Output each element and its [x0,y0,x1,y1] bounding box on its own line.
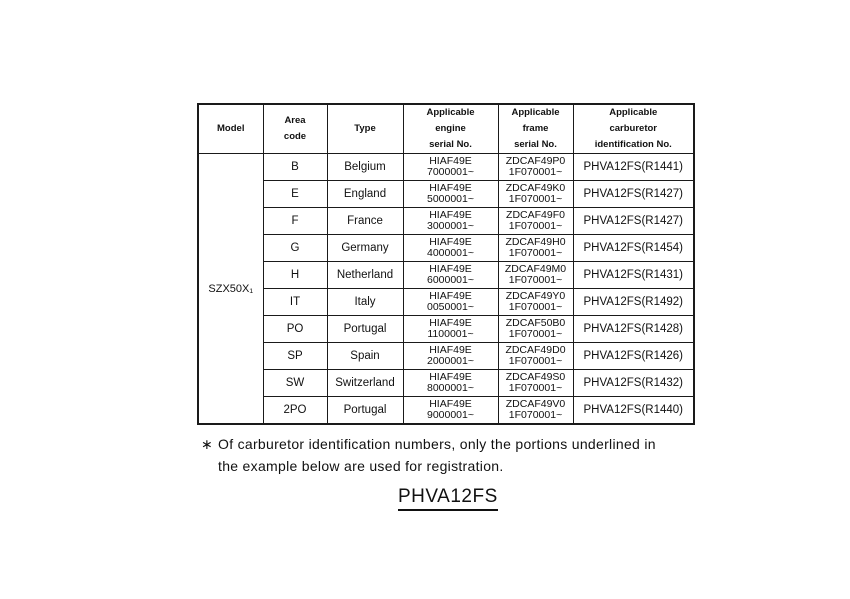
table-row [198,397,694,425]
frame-serial-cell: ZDCAF49S0 1F070001~ [498,370,573,397]
header-carburetor-id: Applicable carburetor identification No. [573,104,694,154]
type-cell: Italy [327,289,403,316]
area-code-cell: SW [263,370,327,397]
type-cell: Portugal [327,397,403,425]
type-cell: Belgium [327,154,403,181]
area-code-cell: G [263,235,327,262]
table-row [198,235,694,262]
carburetor-id-cell: PHVA12FS(R1426) [573,343,694,370]
type-cell: Spain [327,343,403,370]
engine-serial-cell: HIAF49E 7000001~ [403,154,498,181]
carburetor-id-cell: PHVA12FS(R1440) [573,397,694,425]
area-code-cell: F [263,208,327,235]
frame-serial-cell: ZDCAF50B0 1F070001~ [498,316,573,343]
carburetor-id-cell: PHVA12FS(R1431) [573,262,694,289]
table-row [198,370,694,397]
table-row [198,181,694,208]
engine-serial-cell: HIAF49E 0050001~ [403,289,498,316]
frame-serial-cell: ZDCAF49K0 1F070001~ [498,181,573,208]
engine-serial-cell: HIAF49E 1100001~ [403,316,498,343]
table-row [198,343,694,370]
table-row [198,208,694,235]
table-header-row [198,104,694,154]
frame-serial-cell: ZDCAF49Y0 1F070001~ [498,289,573,316]
area-code-cell: H [263,262,327,289]
table-row [198,289,694,316]
header-frame-serial: Applicable frame serial No. [498,104,573,154]
engine-serial-cell: HIAF49E 3000001~ [403,208,498,235]
carburetor-id-cell: PHVA12FS(R1432) [573,370,694,397]
engine-serial-cell: HIAF49E 9000001~ [403,397,498,425]
type-cell: Germany [327,235,403,262]
table-row [198,154,694,181]
area-code-cell: 2PO [263,397,327,425]
area-code-cell: E [263,181,327,208]
area-code-cell: PO [263,316,327,343]
frame-serial-cell: ZDCAF49M0 1F070001~ [498,262,573,289]
type-cell: Portugal [327,316,403,343]
carburetor-id-cell: PHVA12FS(R1454) [573,235,694,262]
type-cell: France [327,208,403,235]
type-cell: Netherland [327,262,403,289]
asterisk-symbol: ∗ [201,436,214,452]
frame-serial-cell: ZDCAF49H0 1F070001~ [498,235,573,262]
model-cell: SZX50X₁ [198,154,263,425]
engine-serial-cell: HIAF49E 8000001~ [403,370,498,397]
area-code-cell: SP [263,343,327,370]
frame-serial-cell: ZDCAF49V0 1F070001~ [498,397,573,425]
type-cell: England [327,181,403,208]
header-area-code: Area code [263,104,327,154]
header-type: Type [327,104,403,154]
footnote-line-2: the example below are used for registration. [218,458,504,474]
engine-serial-cell: HIAF49E 2000001~ [403,343,498,370]
engine-serial-cell: HIAF49E 6000001~ [403,262,498,289]
frame-serial-cell: ZDCAF49F0 1F070001~ [498,208,573,235]
underlined-example: PHVA12FS [398,486,498,511]
table-row [198,262,694,289]
header-engine-serial: Applicable engine serial No. [403,104,498,154]
type-cell: Switzerland [327,370,403,397]
engine-serial-cell: HIAF49E 4000001~ [403,235,498,262]
frame-serial-cell: ZDCAF49P0 1F070001~ [498,154,573,181]
frame-serial-cell: ZDCAF49D0 1F070001~ [498,343,573,370]
footnote [201,433,721,477]
footnote-line-1: Of carburetor identification numbers, only the portions underlined in [218,436,656,452]
carburetor-id-cell: PHVA12FS(R1428) [573,316,694,343]
applicability-table [197,103,695,425]
carburetor-id-cell: PHVA12FS(R1492) [573,289,694,316]
header-model: Model [198,104,263,154]
carburetor-id-cell: PHVA12FS(R1427) [573,208,694,235]
engine-serial-cell: HIAF49E 5000001~ [403,181,498,208]
area-code-cell: IT [263,289,327,316]
carburetor-id-cell: PHVA12FS(R1427) [573,181,694,208]
carburetor-id-cell: PHVA12FS(R1441) [573,154,694,181]
area-code-cell: B [263,154,327,181]
table-row [198,316,694,343]
